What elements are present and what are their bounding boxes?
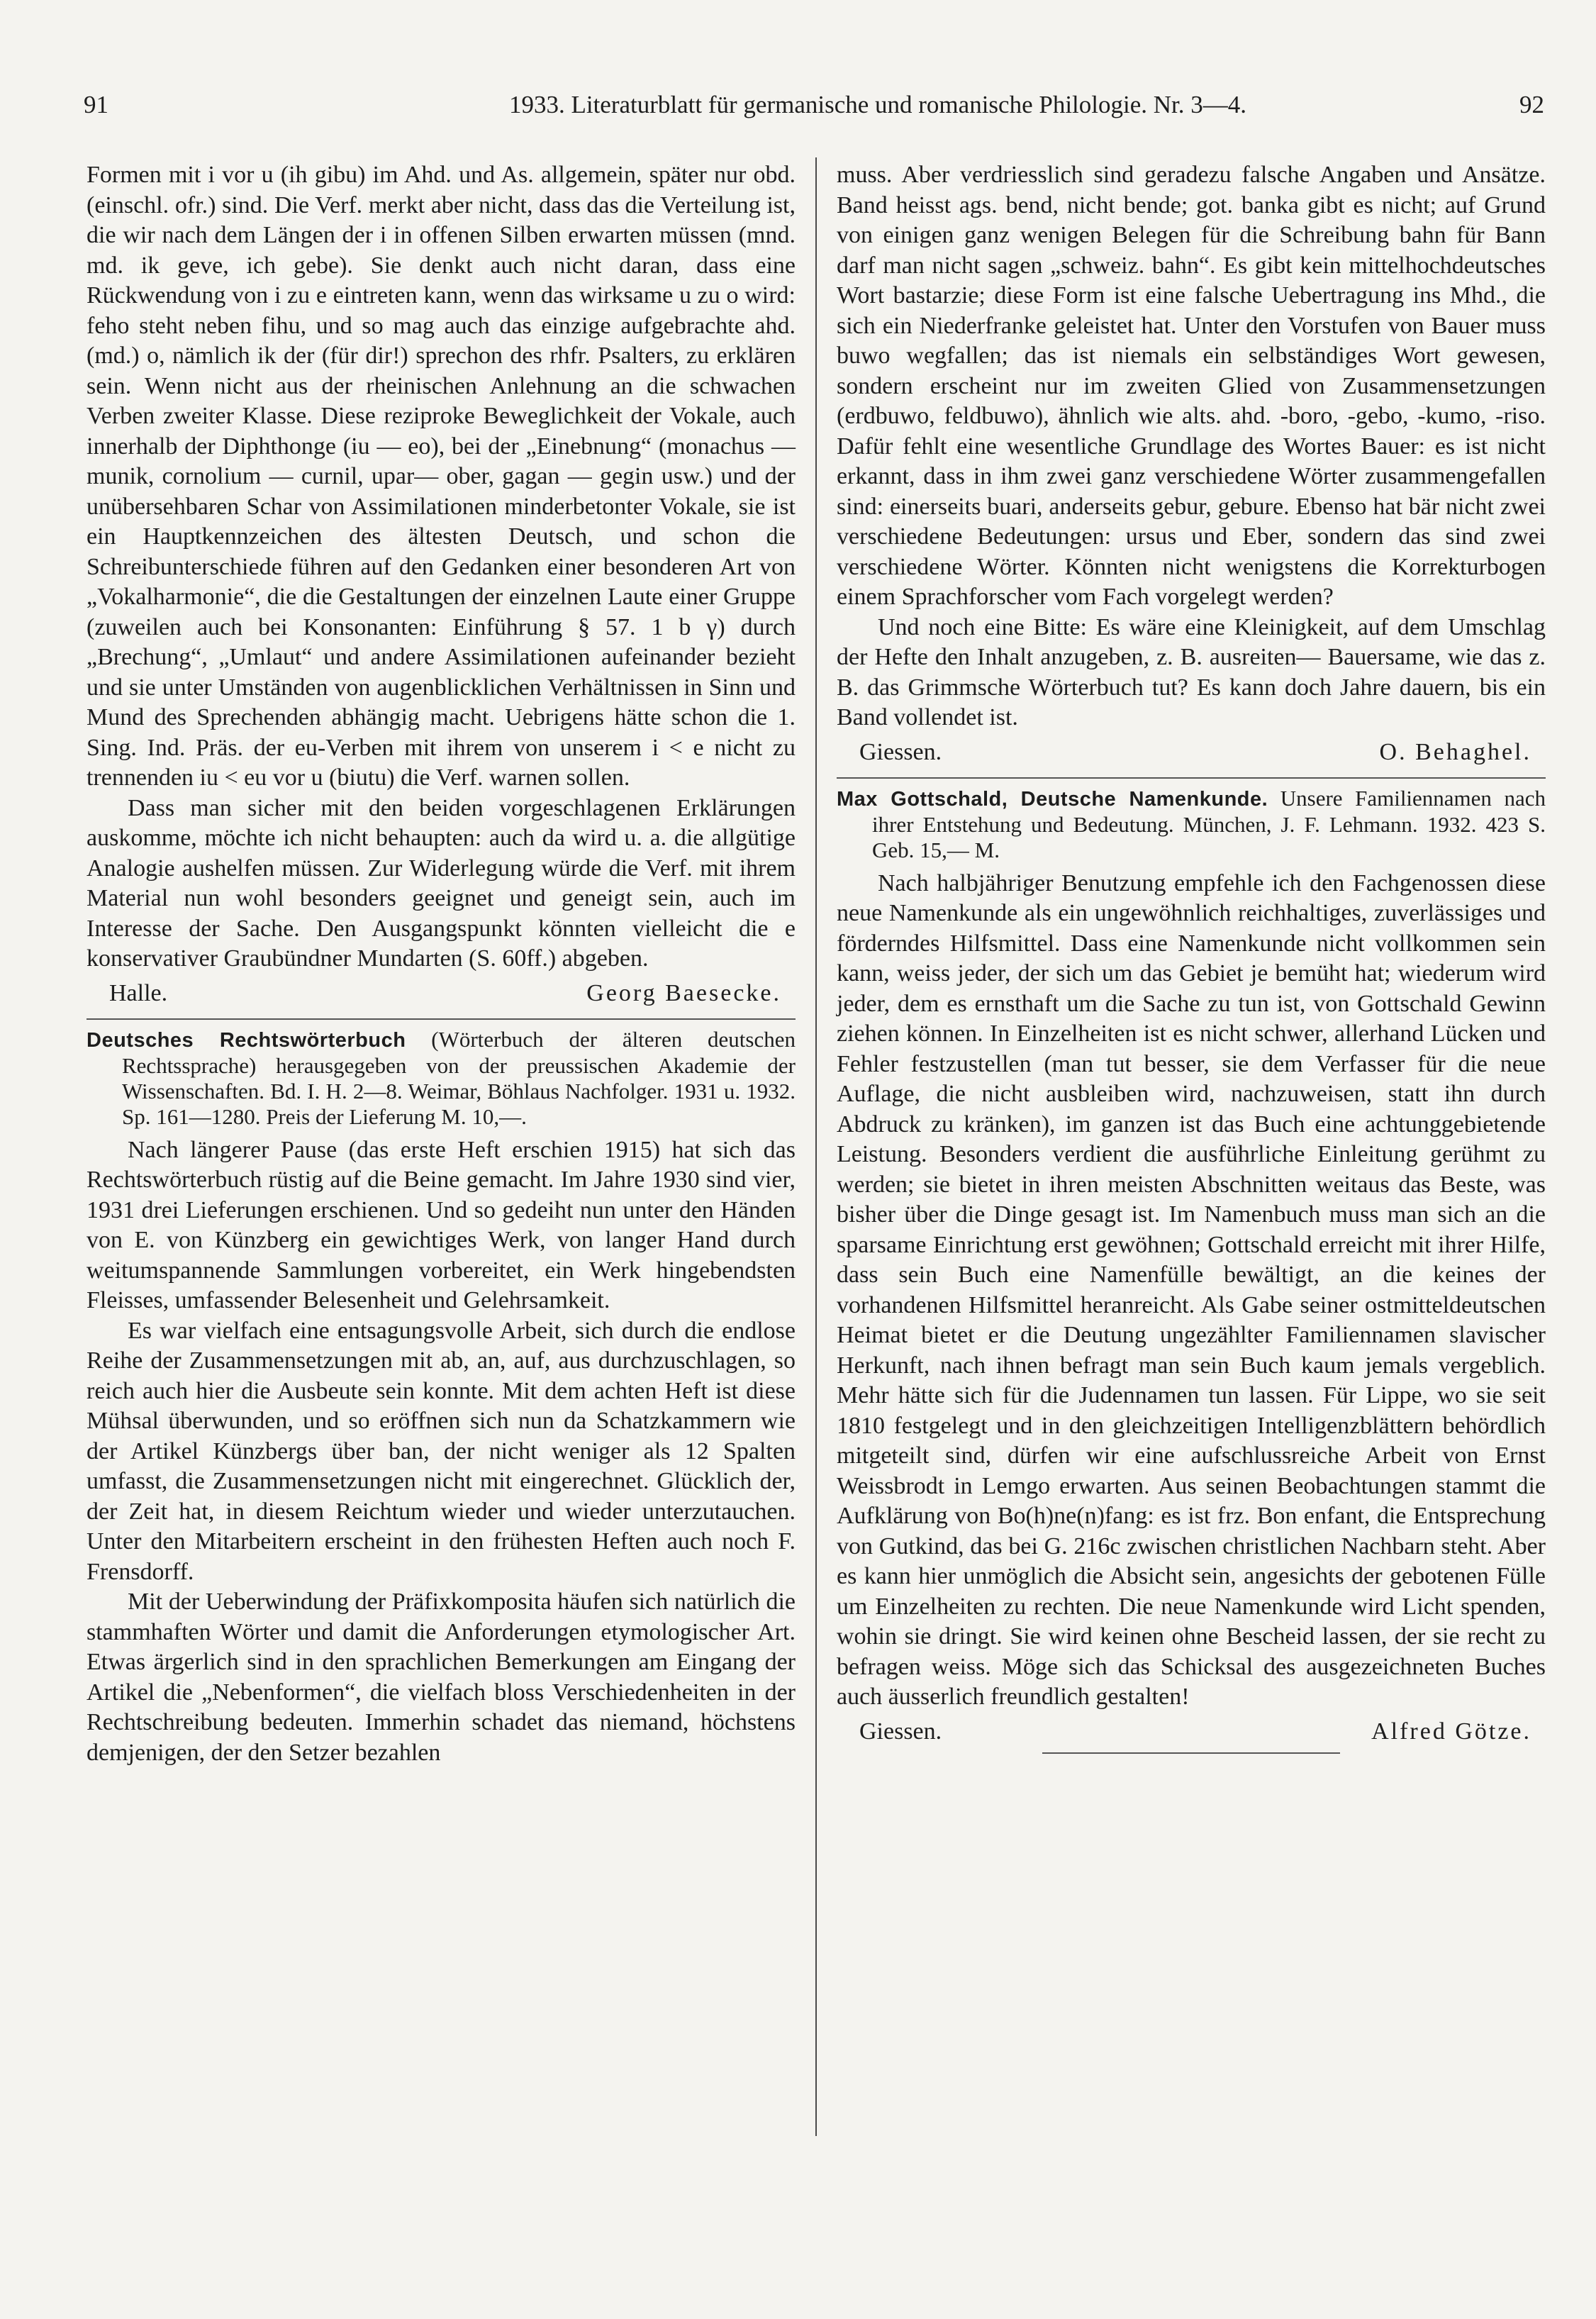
journal-title: 1933. Literaturblatt für germanische und romanische Philologie. Nr. 3—4.: [508, 91, 1247, 118]
body-paragraph: Es war vielfach eine entsagungsvolle Arbeit, sich durch die endlose Reihe der Zusammensetzungen mit ab, an, auf, aus durchzuschlagen, so reich auch hier die Ausbeute sein konnte. Mit dem achten Heft ist diese Mühsal überwunden, und so eröffnen sich nun da Schatzkammern wie der Artikel Künzbergs über ban, der nicht weniger als 12 Spalten umfasst, die Zusammensetzungen nicht mit eingerechnet. Glücklich der, der Zeit hat, in diesem Reichtum wieder und wieder unterzutauchen. Unter den Mitarbeitern erscheint in den frühesten Heften auch noch F. Frensdorff.: [87, 1317, 796, 1585]
page-number-right: 92: [1519, 91, 1544, 118]
body-paragraph: Nach längerer Pause (das erste Heft erschien 1915) hat sich das Rechtswörterbuch rüstig auf die Beine gemacht. Im Jahre 1930 sind vier, 1931 drei Lieferungen erschienen. Und so gedeiht nun unter den Händen von E. von Künzberg ein gewichtiges Werk, von langer Hand durch weitumspannende Sammlungen vorbereitet, ein Werk hingebendsten Fleisses, umfassender Belesenheit und Gelehrsamkeit.: [87, 1136, 796, 1313]
body-paragraph: Nach halbjähriger Benutzung empfehle ich den Fachgenossen diese neue Namenkunde als ein ungewöhnlich reichhaltiges, zuverlässiges und förderndes Hilfsmittel. Dass eine Namenkunde nicht vollkommen sein kann, weiss jeder, der sich um das Gebiet je bemüht hat; wiederum wird jeder, dem es ernsthaft um die Sache zu tun ist, von Gottschald Gewinn ziehen können. In Einzelheiten ist es nicht schwer, allerhand Lücken und Fehler festzustellen (man tut besser, sie dem Verfasser für die neue Auflage, die nicht ausbleiben wird, nachzuweisen, statt ihn durch Abdruck zu kränken), im ganzen ist das Buch eine achtunggebietende Leistung. Besonders verdient die ausführliche Einleitung gerühmt zu werden; sie bietet in ihren meisten Abschnitten weitaus das Beste, was bisher über die Dinge gesagt ist. Im Namenbuch muss man sich an die sparsame Einrichtung erst gewöhnen; Gottschald erreicht mit ihrer Hilfe, dass sein Buch eine Namenfülle bewältigt, an die keines der vorhandenen Hilfsmittel heranreicht. Als Gabe seiner ostmitteldeutschen Heimat bietet er die Deutung ungezählter Familiennamen slavischer Herkunft, nach ihnen befragt man sein Buch kaum jemals vergeblich. Mehr hätte sich für die Judennamen tun lassen. Für Lippe, wo sie seit 1810 festgelegt und in den gleichzeitigen Intelligenzblättern behördlich mitgeteilt sind, dürfen wir eine aufschlussreiche Arbeit von Ernst Weissbrodt in Lemgo erwarten. Aus seinen Beobachtungen stammt die Aufklärung von Bo(h)ne(n)fang: es ist frz. Bon enfant, die Entsprechung von Gutkind, das bei G. 216c zwischen christlichen Nachbarn steht. Aber es kann hier unmöglich die Absicht sein, angesichts der gebotenen Fülle um Einzelheiten zu rechten. Die neue Namenkunde wird Licht spenden, wohin sie dringt. Sie wird keinen ohne Bescheid lassen, der sie recht zu befragen weiss. Möge sich das Schicksal des ausgezeichneten Buches auch äusserlich freundlich gestalten!: [837, 869, 1546, 1710]
signature-line: [87, 979, 796, 1011]
body-paragraph: Mit der Ueberwindung der Präfixkomposita häufen sich natürlich die stammhaften Wörter und damit die Anforderungen etymologischer Art. Etwas ärgerlich sind in den sprachlichen Bemerkungen am Eingang der Artikel die „Nebenformen“, die vielfach bloss Verschiedenheiten in der Rechtschreibung bedeuten. Immerhin schadet das niemand, höchstens demjenigen, der den Setzer bezahlen: [87, 1589, 796, 1766]
body-paragraph: Und noch eine Bitte: Es wäre eine Kleinigkeit, auf dem Umschlag der Hefte den Inhalt anzugeben, z. B. ausreiten— Bauersame, wie das z. B. das Grimmsche Wörterbuch tut? Es kann doch Jahre dauern, bis ein Band vollendet ist.: [837, 613, 1546, 730]
review-heading: [87, 1027, 796, 1130]
right-column: [837, 160, 1546, 1761]
signature-author: Alfred Götze.: [1371, 1718, 1531, 1745]
left-column: [87, 160, 796, 1768]
body-paragraph: Dass man sicher mit den beiden vorgeschlagenen Erklärungen auskomme, möchte ich nicht behaupten: auch da wird u. a. die allgütige Analogie aushelfen müssen. Zur Widerlegung würde die Verf. mit ihrem Material nun wohl besonders geeignet und geneigt sein, auch im Interesse der Sache. Den Ausgangspunkt könnten vielleicht die e konservativer Graubündner Mundarten (S. 60ff.) abgeben.: [87, 794, 796, 972]
review-bibliography: (Wörterbuch der älteren deutschen Rechtssprache) herausgegeben von der preussischen Akademie der Wissenschaften. Bd. I. H. 2—8. Weimar, Böhlaus Nachfolger. 1931 u. 1932. Sp. 161—1280. Preis der Lieferung M. 10,—.: [122, 1026, 796, 1129]
review-bibliography: Unsere Familiennamen nach ihrer Entstehung und Bedeutung. München, J. F. Lehmann. 1932. 423 S. Geb. 15,— M.: [872, 785, 1546, 862]
review-title: Deutsches Rechtswörterbuch: [87, 1028, 406, 1052]
signature-author: O. Behaghel.: [1379, 738, 1531, 765]
section-rule: [87, 1018, 796, 1020]
running-header: [84, 91, 1544, 133]
signature-place: Giessen.: [859, 738, 942, 765]
review-title: Max Gottschald, Deutsche Namenkunde.: [837, 787, 1268, 811]
signature-place: Giessen.: [859, 1718, 942, 1745]
signature-line: [837, 738, 1546, 770]
body-paragraph: muss. Aber verdriesslich sind geradezu falsche Angaben und Ansätze. Band heisst ags. bend, nicht bende; got. banka gibt es nicht; auf Grund von einigen ganz wenigen Belegen für die Schreibung bahn für Bann darf man nicht sagen „schweiz. bahn“. Es gibt kein mittelhochdeutsches Wort bastarzie; diese Form ist eine falsche Uebertragung ins Mhd., die sich ein Niederfranke geleistet hat. Unter den Vorstufen von Bauer muss buwo wegfallen; das ist niemals ein selbständiges Wort gewesen, sondern erscheint nur im zweiten Glied von Zusammensetzungen (erdbuwo, feldbuwo), ähnlich wie alts. ahd. -boro, -gebo, -kumo, -riso. Dafür fehlt eine wesentliche Grundlage des Wortes Bauer: es ist nicht erkannt, dass in ihm zwei ganz verschiedene Wörter zusammengefallen sind: einerseits buari, anderseits gebur, gebure. Ebenso hat bär nicht zwei verschiedene Bedeutungen: ursus und Eber, sondern das sind zwei verschiedene Wörter. Könnten nicht wenigstens die Korrekturbogen einem Sprachforscher vom Fach vorgelegt werden?: [837, 162, 1546, 610]
signature-place: Halle.: [109, 979, 168, 1006]
signature-author: Georg Baesecke.: [586, 979, 781, 1006]
page-number-left: 91: [84, 91, 108, 118]
end-rule: [1042, 1752, 1340, 1754]
review-heading: [837, 786, 1546, 863]
body-paragraph: Formen mit i vor u (ih gibu) im Ahd. und As. allgemein, später nur obd. (einschl. ofr.) sind. Die Verf. merkt aber nicht, dass das die Verteilung ist, die wir nach dem Längen der i in offenen Silben erwarten müssen (mnd. md. ik geve, ich gebe). Sie denkt auch nicht daran, dass eine Rückwendung von i zu e eintreten kann, wenn das wirksame u zu o wird: feho steht neben fihu, und so mag auch das einzige aufgebrachte ahd. (md.) o, nämlich ik der (für dir!) sprechon des rhfr. Psalters, zu erklären sein. Wenn nicht aus der rheinischen Anlehnung an die schwachen Verben zweiter Klasse. Diese reziproke Beweglichkeit der Vokale, auch innerhalb der Diphthonge (iu — eo), bei der „Einebnung“ (monachus — munik, cornolium — curnil, upar— ober, gagan — gegin usw.) und der unübersehbaren Schar von Assimilationen minderbetonter Vokale, sie ist ein Hauptkennzeichen des ältesten Deutsch, und schon die Schreibunterschiede führen auf den Gedanken einer besonderen Art von „Vokalharmonie“, die die Gestaltungen der einzelnen Laute einer Gruppe (zuweilen auch bei Konsonanten: Einführung § 57. 1 b γ) durch „Brechung“, „Umlaut“ und andere Assimilationen aufeinander bezieht und sie unter Umständen von augenblicklichen Verhältnissen in Sinn und Mund des Sprechenden abhängig macht. Uebrigens hätte schon die 1. Sing. Ind. Präs. der eu-Verben mit ihrem von unserem i < e nicht zu trennenden iu < eu vor u (biutu) die Verf. warnen sollen.: [87, 162, 796, 791]
column-divider: [815, 157, 817, 2136]
section-rule: [837, 777, 1546, 779]
signature-line: [837, 1717, 1546, 1750]
